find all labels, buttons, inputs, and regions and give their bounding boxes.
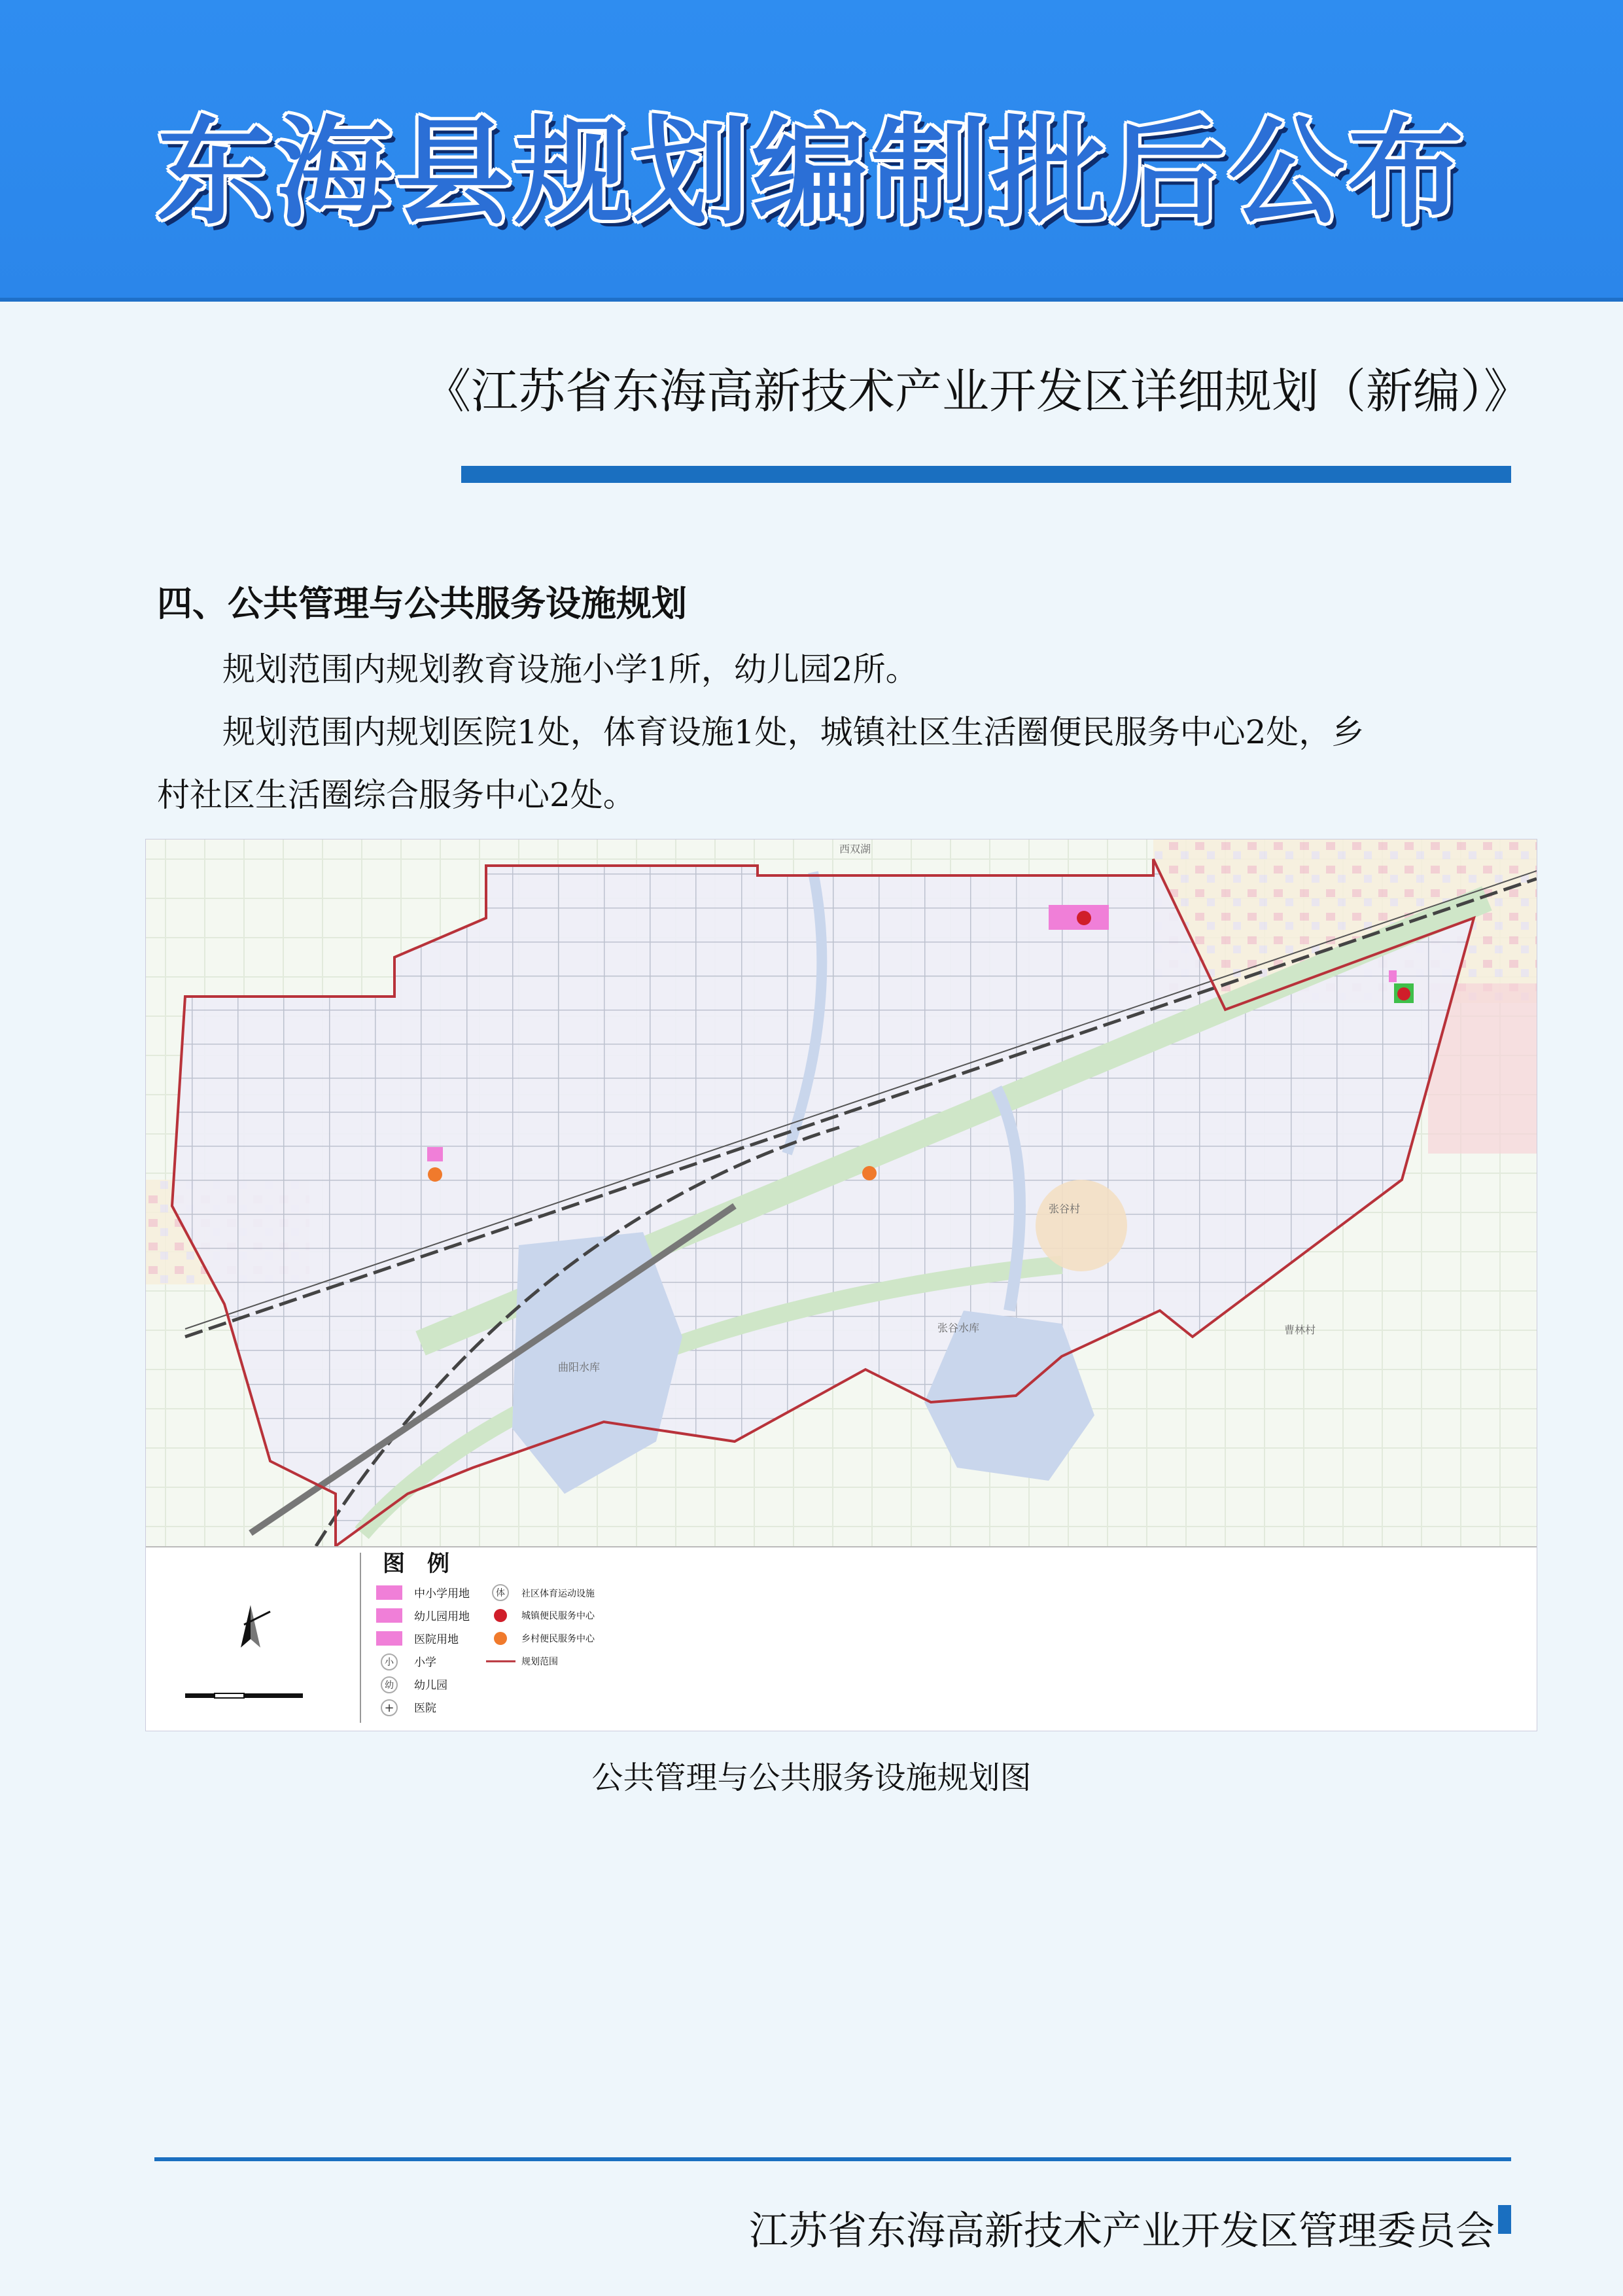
paragraph-facilities: 规划范围内规划医院1处，体育设施1处，城镇社区生活圈便民服务中心2处，乡 bbox=[222, 713, 1365, 751]
place-label-xishuanghu: 西双湖 bbox=[839, 843, 871, 855]
place-label-zhanggu-reservoir: 张谷水库 bbox=[937, 1322, 980, 1334]
hospital-glyph: + bbox=[384, 1701, 394, 1715]
scale-bar-icon bbox=[185, 1693, 303, 1698]
primary-school-glyph: 小 bbox=[385, 1657, 394, 1668]
legend-title: 图 例 bbox=[383, 1551, 449, 1577]
footer-divider bbox=[154, 2157, 1511, 2161]
place-label-zhangguc: 张谷村 bbox=[1049, 1203, 1081, 1215]
zhanggu-village-area bbox=[1036, 1180, 1127, 1271]
legend-rural-service-center: 乡村便民服务中心 bbox=[521, 1634, 595, 1644]
banner-title: 东海县规划编制批后公布 bbox=[156, 105, 1467, 240]
legend-planning-boundary: 规划范围 bbox=[521, 1657, 558, 1667]
title-divider bbox=[461, 466, 1511, 483]
footer-organization: 江苏省东海高新技术产业开发区管理委员会 bbox=[749, 2208, 1495, 2254]
section-heading: 四、公共管理与公共服务设施规划 bbox=[157, 582, 687, 624]
map-canvas bbox=[146, 839, 1537, 1731]
rural-service-center bbox=[428, 1167, 442, 1182]
urban-service-center bbox=[1077, 911, 1091, 925]
legend-primary-school: 小学 bbox=[414, 1656, 436, 1669]
legend-kindergarten-land-swatch bbox=[376, 1608, 402, 1623]
planning-map bbox=[145, 839, 1537, 1731]
legend-sports-facility: 社区体育运动设施 bbox=[521, 1589, 595, 1599]
legend-hospital: 医院 bbox=[414, 1702, 436, 1715]
legend-urban-service-center: 城镇便民服务中心 bbox=[521, 1611, 595, 1621]
urban-service-center-icon bbox=[494, 1609, 507, 1622]
rural-service-center-icon bbox=[494, 1632, 507, 1645]
rural-service-center-2 bbox=[862, 1166, 877, 1180]
place-label-quyang-reservoir: 曲阳水库 bbox=[558, 1361, 601, 1373]
legend-school-land: 中小学用地 bbox=[414, 1587, 470, 1600]
document-title: 《江苏省东海高新技术产业开发区详细规划（新编）》 bbox=[423, 364, 1531, 419]
legend-panel bbox=[146, 1546, 1537, 1731]
footer-accent-mark bbox=[1498, 2205, 1511, 2234]
legend-hospital-land-swatch bbox=[376, 1631, 402, 1646]
paragraph-education: 规划范围内规划教育设施小学1所，幼儿园2所。 bbox=[222, 650, 918, 688]
hospital-land bbox=[427, 1147, 443, 1161]
paragraph-facilities-cont: 村社区生活圈综合服务中心2处。 bbox=[157, 776, 636, 814]
kindergarten-land bbox=[1389, 970, 1397, 982]
place-label-caolin: 曹林村 bbox=[1284, 1324, 1316, 1336]
legend-kindergarten: 幼儿园 bbox=[414, 1679, 447, 1692]
legend-hospital-land: 医院用地 bbox=[414, 1633, 459, 1646]
kindergarten-glyph: 幼 bbox=[385, 1680, 394, 1691]
legend-school-land-swatch bbox=[376, 1585, 402, 1600]
sports-facility-glyph: 体 bbox=[496, 1588, 505, 1598]
legend-kindergarten-land: 幼儿园用地 bbox=[414, 1610, 470, 1623]
map-caption: 公共管理与公共服务设施规划图 bbox=[591, 1759, 1032, 1796]
urban-service-center-2 bbox=[1397, 987, 1410, 1000]
header-banner bbox=[0, 0, 1623, 302]
